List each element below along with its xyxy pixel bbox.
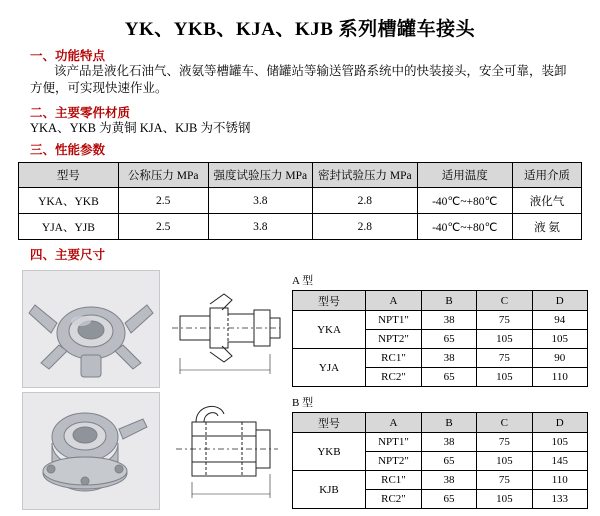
table-header-row (19, 163, 582, 188)
coupling-drawing-type-a (166, 270, 286, 386)
features-body (30, 63, 575, 97)
a-r2-c3: 75 (477, 349, 532, 368)
spec-r1-c0: YJA、YJB (19, 214, 119, 240)
table-row (293, 471, 588, 490)
table-row (293, 433, 588, 452)
spec-header-1: 公称压力 MPa (118, 163, 208, 188)
spec-r0-c3: 2.8 (313, 188, 417, 214)
b-r2-model: KJB (293, 471, 366, 509)
b-r2-c1: RC1" (365, 471, 421, 490)
a-r2-c4: 90 (532, 349, 587, 368)
spec-r0-c0: YKA、YKB (19, 188, 119, 214)
a-r3-c1: RC2" (365, 368, 421, 387)
section-performance (30, 140, 105, 158)
b-r0-c2: 38 (421, 433, 476, 452)
a-r0-c4: 94 (532, 311, 587, 330)
b-r1-c3: 105 (477, 452, 532, 471)
material-line: YKA、YKB 为黄铜 KJA、KJB 为不锈钢 (30, 121, 251, 135)
spec-r0-c2: 3.8 (208, 188, 312, 214)
material-heading: 二、主要零件材质 (30, 106, 131, 120)
type-b-label: B 型 (292, 397, 314, 409)
section-features (30, 46, 105, 64)
coupling-photo-type-b (22, 392, 160, 510)
b-r2-c4: 110 (532, 471, 587, 490)
performance-heading: 三、性能参数 (30, 143, 106, 157)
type-a-label-wrap (292, 272, 313, 290)
spec-r1-c3: 2.8 (313, 214, 417, 240)
b-r2-c3: 75 (477, 471, 532, 490)
coupling-drawing-type-b (166, 392, 286, 508)
table-row (19, 214, 582, 240)
b-r1-c1: NPT2" (365, 452, 421, 471)
b-r0-c4: 105 (532, 433, 587, 452)
a-r3-c3: 105 (477, 368, 532, 387)
a-r0-c1: NPT1" (365, 311, 421, 330)
a-r1-c1: NPT2" (365, 330, 421, 349)
spec-header-3: 密封试验压力 MPa (313, 163, 417, 188)
table-header-row (293, 291, 588, 311)
b-r3-c3: 105 (477, 490, 532, 509)
a-r2-c2: 38 (421, 349, 476, 368)
b-r3-c2: 65 (421, 490, 476, 509)
b-header-1: A (365, 413, 421, 433)
b-r1-c4: 145 (532, 452, 587, 471)
type-b-label-wrap (292, 394, 313, 412)
dimensions-heading: 四、主要尺寸 (30, 248, 106, 262)
a-header-1: A (365, 291, 421, 311)
spec-header-4: 适用温度 (417, 163, 512, 188)
a-r0-c2: 38 (421, 311, 476, 330)
a-r0-model: YKA (293, 311, 366, 349)
features-paragraph-2: 方便，可实现快速作业。 (30, 81, 168, 95)
spec-header-5: 适用介质 (513, 163, 582, 188)
b-header-2: B (421, 413, 476, 433)
a-r1-c4: 105 (532, 330, 587, 349)
table-row (293, 311, 588, 330)
a-r0-c3: 75 (477, 311, 532, 330)
type-a-table (292, 290, 588, 387)
spec-r0-c4: -40℃~+80℃ (417, 188, 512, 214)
a-r2-c1: RC1" (365, 349, 421, 368)
section-dimensions (30, 245, 105, 263)
a-r3-c2: 65 (421, 368, 476, 387)
b-header-3: C (477, 413, 532, 433)
table-row (19, 188, 582, 214)
b-r0-c1: NPT1" (365, 433, 421, 452)
b-r0-c3: 75 (477, 433, 532, 452)
spec-r0-c1: 2.5 (118, 188, 208, 214)
b-header-4: D (532, 413, 587, 433)
table-header-row (293, 413, 588, 433)
a-header-0: 型号 (293, 291, 366, 311)
coupling-photo-type-a (22, 270, 160, 388)
spec-header-0: 型号 (19, 163, 119, 188)
material-body (30, 120, 251, 137)
spec-r0-c5: 液化气 (513, 188, 582, 214)
spec-r1-c5: 液 氨 (513, 214, 582, 240)
page-title: YK、YKB、KJA、KJB 系列槽罐车接头 (124, 19, 476, 40)
a-r1-c3: 105 (477, 330, 532, 349)
type-a-label: A 型 (292, 275, 314, 287)
features-paragraph-1: 该产品是液化石油气、液氨等槽罐车、储罐站等输送管路系统中的快装接头，安全可靠，装卸 (54, 64, 567, 78)
b-header-0: 型号 (293, 413, 366, 433)
spec-r1-c1: 2.5 (118, 214, 208, 240)
features-heading: 一、功能特点 (30, 49, 106, 63)
b-r3-c1: RC2" (365, 490, 421, 509)
a-header-2: B (421, 291, 476, 311)
a-r3-c4: 110 (532, 368, 587, 387)
spec-header-2: 强度试验压力 MPa (208, 163, 312, 188)
b-r1-c2: 65 (421, 452, 476, 471)
section-material (30, 103, 130, 121)
a-header-3: C (477, 291, 532, 311)
type-b-table (292, 412, 588, 509)
a-header-4: D (532, 291, 587, 311)
b-r3-c4: 133 (532, 490, 587, 509)
spec-r1-c4: -40℃~+80℃ (417, 214, 512, 240)
b-r2-c2: 38 (421, 471, 476, 490)
a-r1-c2: 65 (421, 330, 476, 349)
b-r0-model: YKB (293, 433, 366, 471)
table-row (293, 349, 588, 368)
spec-r1-c2: 3.8 (208, 214, 312, 240)
performance-table (18, 162, 582, 240)
a-r2-model: YJA (293, 349, 366, 387)
